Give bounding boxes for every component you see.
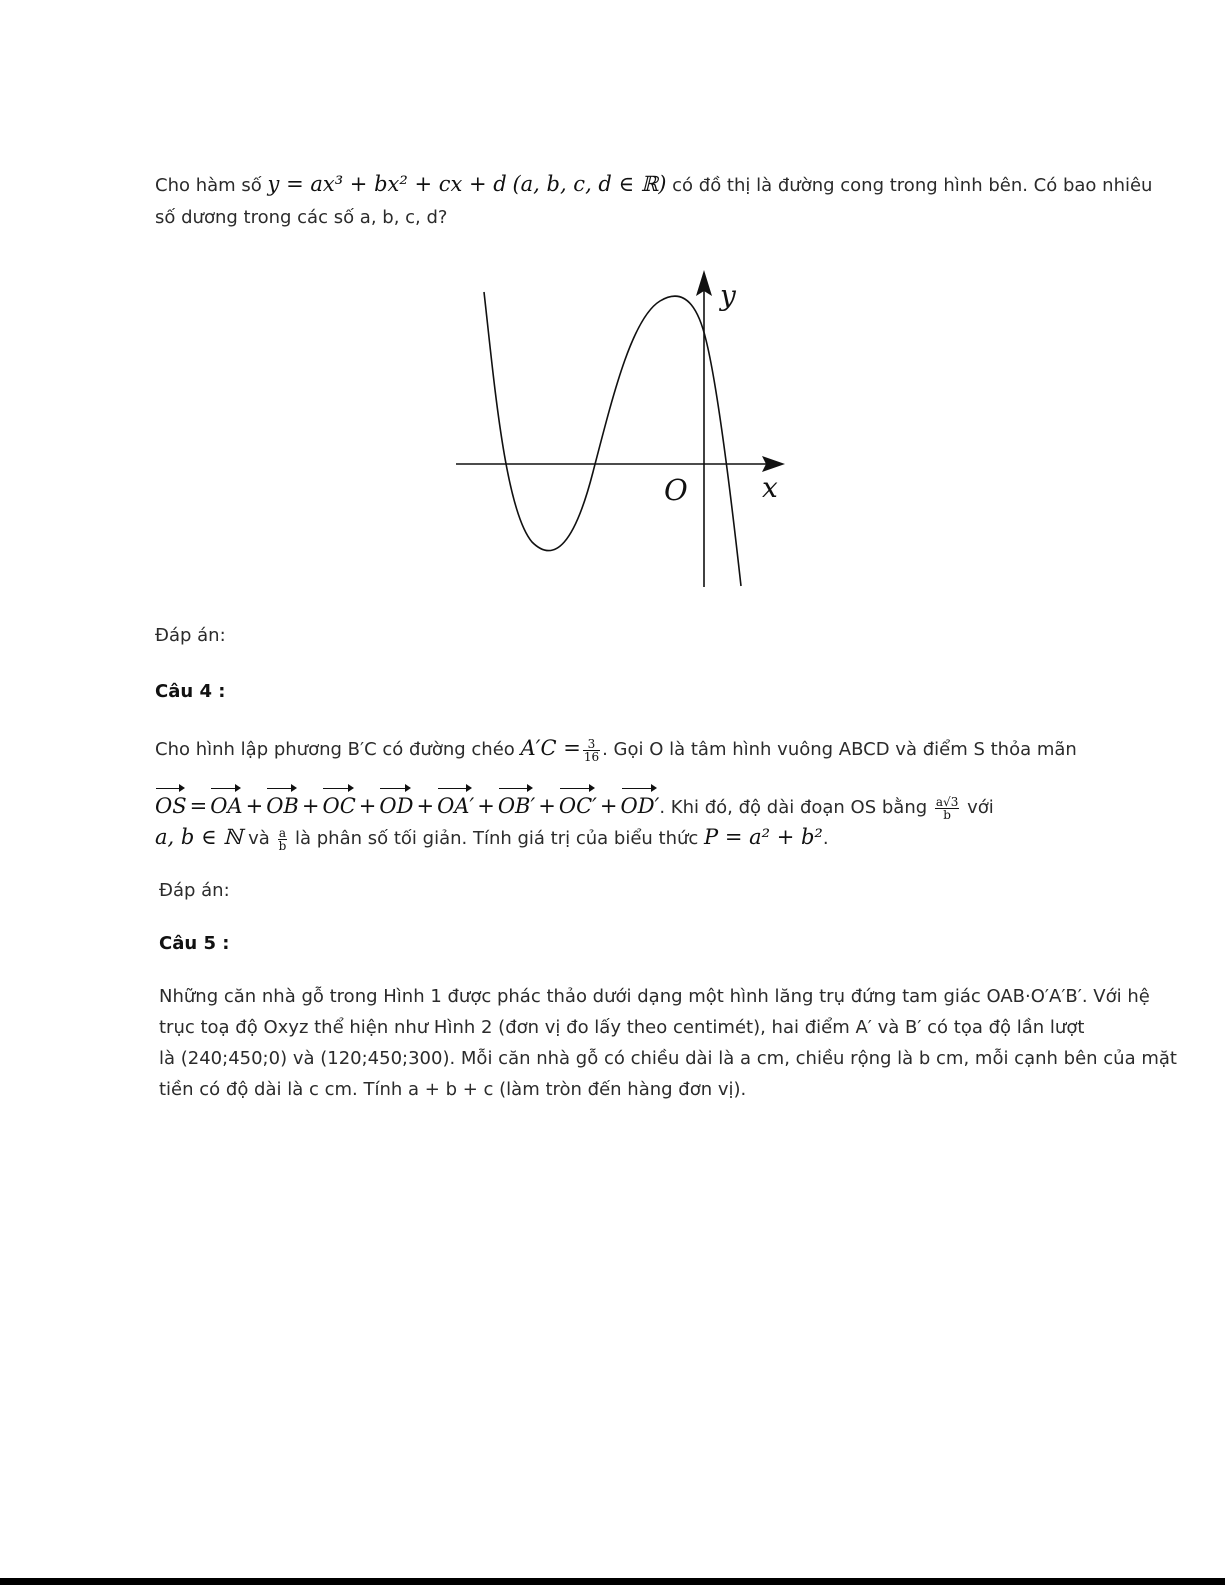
answer-label-q3: Đáp án: bbox=[155, 625, 226, 646]
q4-text-post: . Gọi O là tâm hình vuông ABCD và điểm S thỏa mãn bbox=[602, 739, 1077, 760]
vector-oa-prime: OA′ bbox=[437, 787, 474, 822]
q4-text-os-length: . Khi đó, độ dài đoạn OS bằng bbox=[659, 797, 928, 818]
vector-oc-prime: OC′ bbox=[559, 787, 597, 822]
q4-line-1 bbox=[155, 733, 1077, 765]
cubic-function-graph bbox=[450, 260, 795, 595]
vector-ob-prime: OB′ bbox=[498, 787, 535, 822]
frac-num: 3 bbox=[583, 738, 600, 751]
q4-formula-p: P = a² + b² bbox=[704, 825, 823, 849]
answer-label-q4: Đáp án: bbox=[159, 880, 230, 901]
q4-text-with: với bbox=[967, 797, 994, 818]
q3-text-pre: Cho hàm số bbox=[155, 175, 262, 196]
vector-od: OD bbox=[379, 787, 413, 822]
plus-sign: + bbox=[477, 794, 495, 818]
vector-os: OS bbox=[155, 787, 187, 822]
vector-oc: OC bbox=[322, 787, 355, 822]
q5-heading: Câu 5 : bbox=[159, 933, 230, 954]
q3-line-1 bbox=[155, 169, 1153, 201]
origin-label: O bbox=[664, 473, 688, 507]
frac-den: 16 bbox=[583, 749, 600, 764]
plus-sign: + bbox=[416, 794, 435, 818]
plus-sign: + bbox=[358, 794, 377, 818]
q3-formula-y: y = ax³ + bx² + cx + d bbox=[267, 172, 507, 196]
q4-fraction-diagonal bbox=[583, 738, 600, 763]
q4-formula-diagonal: A′C = bbox=[520, 736, 581, 760]
q4-formula-natural: a, b ∈ ℕ bbox=[155, 825, 243, 849]
q3-line-2: số dương trong các số a, b, c, d? bbox=[155, 207, 448, 228]
plus-sign: + bbox=[245, 794, 264, 818]
q4-fraction-length bbox=[935, 796, 959, 821]
q4-line-3 bbox=[155, 822, 829, 854]
q3-formula-set: (a, b, c, d ∈ ℝ) bbox=[512, 172, 667, 196]
plus-sign: + bbox=[538, 794, 556, 818]
frac-den: b bbox=[278, 838, 287, 853]
equals-sign: = bbox=[189, 794, 208, 818]
q5-line-1: Những căn nhà gỗ trong Hình 1 được phác thảo dưới dạng một hình lăng trụ đứng tam giác OAB·O′A′B′. Với hệ bbox=[159, 986, 1150, 1007]
q4-text-pre: Cho hình lập phương B′C có đường chéo bbox=[155, 739, 515, 760]
plus-sign: + bbox=[301, 794, 320, 818]
frac-num: a√3 bbox=[935, 794, 959, 809]
q4-text-end: . bbox=[822, 828, 829, 849]
q4-fraction-ab bbox=[278, 827, 288, 852]
q5-line-2: trục toạ độ Oxyz thể hiện như Hình 2 (đơn vị đo lấy theo centimét), hai điểm A′ và B′ có tọa độ lần lượt bbox=[159, 1017, 1085, 1038]
q4-heading: Câu 4 : bbox=[155, 681, 226, 702]
cubic-curve bbox=[484, 292, 741, 586]
vector-od-prime: OD′ bbox=[621, 787, 660, 822]
y-axis-label: y bbox=[720, 279, 736, 312]
q3-text-post: có đồ thị là đường cong trong hình bên. Có bao nhiêu bbox=[672, 175, 1153, 196]
q4-text-mid: là phân số tối giản. Tính giá trị của biểu thức bbox=[294, 828, 699, 849]
vector-oa: OA bbox=[210, 787, 242, 822]
q4-line-2 bbox=[155, 787, 994, 823]
q5-line-3: là (240;450;0) và (120;450;300). Mỗi căn nhà gỗ có chiều dài là a cm, chiều rộng là b cm, mỗi cạnh bên của mặt bbox=[159, 1048, 1177, 1069]
frac-num: a bbox=[278, 825, 286, 840]
frac-den: b bbox=[943, 807, 951, 822]
vector-ob: OB bbox=[266, 787, 299, 822]
x-axis-label: x bbox=[762, 471, 778, 504]
q4-text-and: và bbox=[248, 828, 270, 849]
q5-line-4: tiền có độ dài là c cm. Tính a + b + c (làm tròn đến hàng đơn vị). bbox=[159, 1079, 747, 1100]
plus-sign: + bbox=[599, 794, 618, 818]
page-bottom-border bbox=[0, 1578, 1225, 1585]
